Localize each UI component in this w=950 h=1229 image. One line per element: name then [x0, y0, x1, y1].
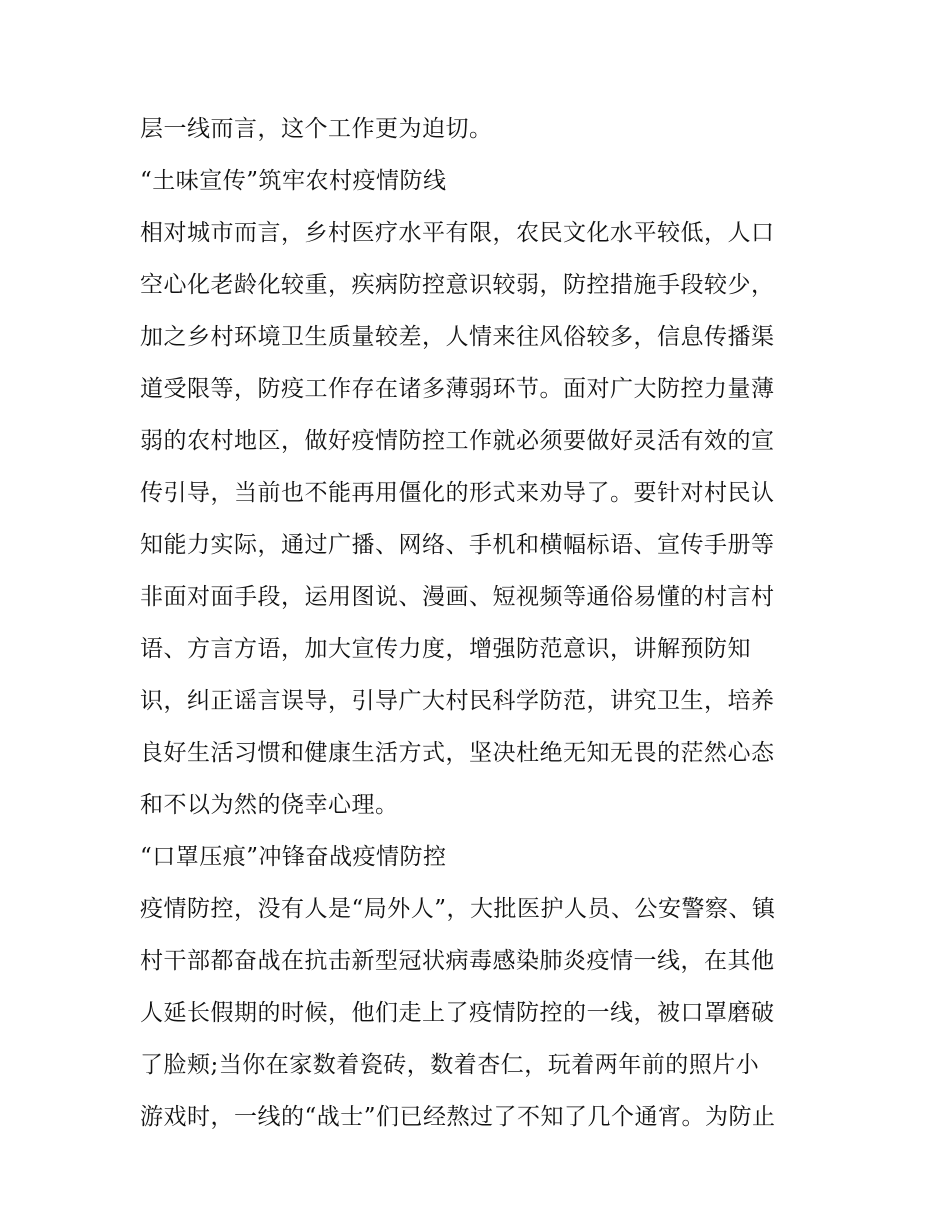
paragraph-line: 传引导，当前也不能再用僵化的形式来劝导了。要针对村民认	[140, 480, 775, 506]
paragraph-line: 空心化老龄化较重，疾病防控意识较弱，防控措施手段较少，	[140, 272, 775, 298]
paragraph-line: 疫情防控，没有人是“局外人”，大批医护人员、公安警察、镇	[140, 896, 776, 922]
paragraph-line: 知能力实际，通过广播、网络、手机和横幅标语、宣传手册等	[140, 532, 775, 558]
paragraph-line: 识，纠正谣言误导，引导广大村民科学防范，讲究卫生，培养	[140, 688, 775, 714]
paragraph-line: 层一线而言，这个工作更为迫切。	[140, 116, 493, 142]
section-heading: “口罩压痕”冲锋奋战疫情防控	[140, 844, 447, 870]
paragraph-line: 良好生活习惯和健康生活方式，坚决杜绝无知无畏的茫然心态	[140, 740, 775, 766]
paragraph-line: 和不以为然的侥幸心理。	[140, 792, 399, 818]
paragraph-line: 非面对面手段，运用图说、漫画、短视频等通俗易懂的村言村	[140, 584, 775, 610]
paragraph-line: 加之乡村环境卫生质量较差，人情来往风俗较多，信息传播渠	[140, 324, 775, 350]
paragraph-line: 语、方言方语，加大宣传力度，增强防范意识，讲解预防知	[140, 636, 751, 662]
paragraph-line: 村干部都奋战在抗击新型冠状病毒感染肺炎疫情一线，在其他	[140, 948, 775, 974]
paragraph-line: 人延长假期的时候，他们走上了疫情防控的一线，被口罩磨破	[140, 1000, 775, 1026]
paragraph-line: 相对城市而言，乡村医疗水平有限，农民文化水平较低，人口	[140, 220, 775, 246]
paragraph-line: 弱的农村地区，做好疫情防控工作就必须要做好灵活有效的宣	[140, 428, 775, 454]
paragraph-line: 道受限等，防疫工作存在诸多薄弱环节。面对广大防控力量薄	[140, 376, 775, 402]
paragraph-line: 了脸颊;当你在家数着瓷砖，数着杏仁，玩着两年前的照片小	[140, 1052, 760, 1078]
section-heading: “土味宣传”筑牢农村疫情防线	[140, 168, 447, 194]
paragraph-line: 游戏时，一线的“战士”们已经熬过了不知了几个通宵。为防止	[140, 1104, 776, 1130]
